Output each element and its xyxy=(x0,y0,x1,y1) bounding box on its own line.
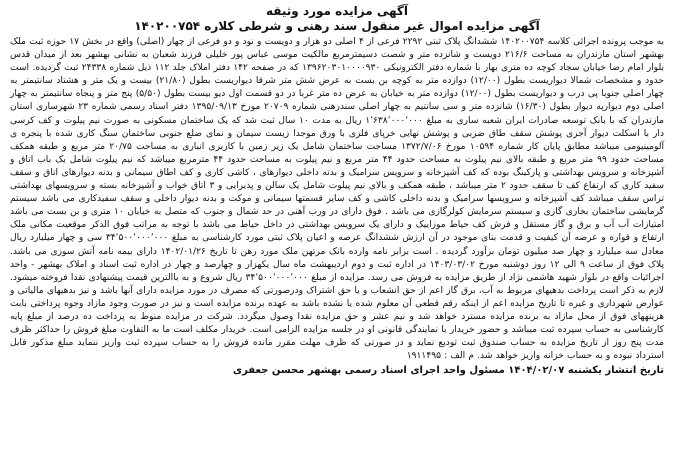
notice-footer xyxy=(10,364,664,378)
notice-subheading: آگهی مزایده اموال غیر منقول سند رهنی و شرطی کلاره ۱۴۰۲۰۰۷۵۴ xyxy=(134,19,540,33)
publication-date-and-signatory: تاریخ انتشار یکشنبه ۱۴۰۴/۰۲/۰۷ مسئول واحد اجرای اسناد رسمی بهشهر محسن جعفری xyxy=(232,365,664,377)
notice-heading: آگهی مزایده مورد وثیقه xyxy=(265,4,408,18)
notice-body: به موجب پرونده اجرائی کلاسه ۱۴۰۲۰۰۷۵۴ ششدانگ پلاک ثبتی ۲۲۹۲ فرعی از ۴ اصلی دو هزار و دویست و نود و دو فرعی از چهار (اصلی) واقع در بخش ۱۷ حوزه ثبت ملک بهشهر استان مازندران به مساحت ۲۱۶/۶ دویست و شانزده متر و شصت دسیمترمربع مالکیت موسی عباس پور خلیلی فرزند شعبان به نشانی بهشهر بعد از میدان قدس بلوار امام رضا خیابان سجاد کوچه ده متری بهار با شماره دفتر الکترونیکی ۱۳۹۶۲۰۳۰۱۰۰۰۰۹۳۰ که در صفحه ۱۴۲ دفتر املاک جلد ۱۱۲ ذیل شماره ۲۴۳۳۸ ثبت گردیده. است حدود و مشخصات شمالا دیواریست بطول (۱۲/۰۰) دوازده متر به کوچه بن بست به عرض شش متر شرقا دیواریست بطول (۲۱/۸۰) بیست و یک متر و هشتاد سانتیمتر به چهار اصلی جنوبا پی درب و دیواریست بطول (۱۲/۰۰) دوازده متر به خیابان به عرض ده متر غربا در دو قسمت اول دیو بیست بطول (۵/۵۰) پنج متر و پنجاه سانتیمتر به چهار اصلی دوم دیوارپه دیوار بطول (۱۶/۳۰) شانزده متر و سی سانتیم به چهار اصلی سندرهنی شماره ۲۰۷۰۹ مورخ ۱۳۹۵/۰۹/۱۳ دفتر اسناد رسمی شماره ۲۳ شهرساری استان مازندران که با بانک توسعه صادرات ایران شعبه ساری به مبلغ ۱٬۶۳۸٬۰۰۰٬۰۰۰ ریال به مدت ۱۰ سال ثبت شد که یک ساختمان مسکونی به صورت نیم پیلوت و کف کرسی دار با اسکلت دیوار آجری پوشش سقف طاق ضربی و پوشش نهایی خرپای فلزی با ورق موجدا زیست سیمان و نمای ضلع جنوبی ساختمان سنگ کاری شده با پنجره ی آلومینیومی میباشد مطابق پایان کار شماره ۱۰۵۹۴ مورخ ۱۳۷۲/۷/۰۶ مساحت ساختمان شامل یک زیر زمین با کاربری انباری به مساحت ۲۰/۷۵ متر مربع و طبقه همکف مساحت حدود ۹۹ متر مربع و طبقه بالای نیم پیلوت به مساحت حدود ۴۴ متر مربع و نیم پیلوت به مساحت حدود ۴۴ مترمربع میباشد که نیم پیلوت شامل یک باب اتاق و آشپزخانه و سرویس بهداشتی و پارکینگ بوده که کف آشپزخانه و سرویس سرامیک و بدنه داخلی دیوارهای ، کاشی کاری و کف اطاق سیمانی و بدنه دیوارهای اتاق و سقف سفید کاری که ارتفاع کف تا سقف حدود ۲ متر میباشد ، طبقه همکف و بالای نیم پیلوت شامل یک سالن و پذیرایی و ۳ اتاق خواب و آشپزخانه بسته و سرویسهای بهداشتی تراس سقف میباشد کف آشپزخانه و سرویسها سرامیک و بدنه داخلی کاشی و کف سایر قسمتها سیمانی و موکت و بدنه دیوار داخلی و سقف سفیدکاری می باشد سیستم گرمایشی ساختمان بخاری گازی و سیستم سرمایش کولرگازی می باشد . فوق دارای در ورب آهنی در حد شمال و جنوب که متصل به خیابان ۱۰ متری و بن بست می باشد امتیازات آب آب و برق و گاز مستقل و فرش کف حیاط موزاییک و دارای یک سرویس بهداشتی در داخل حیاط می باشد با توجه به مراتب فوق الذکر موقعیت مکانی ملک ارتفاع و قواره و عرصه آن کیفیت و قدمت بنای موجود در آن ارزش ششدانگ عرصه و اعیان پلاک ثبتی مورد کارشناسی به مبلغ ۳۴٬۵۰۰٬۰۰۰٬۰۰۰ سی و چهار میلیارد ریال معادل سه میلیارد و چهار صد میلیون تومان برآورد گردیده . است برابر نامه وارده بانک مرتهن ملک مورد رهن تا تاریخ ۱۴۰۲/۰۱/۲۶ دارای بیمه نامه آتش سوزی می باشد. پلاک فوق از ساعت ۹ الی ۱۲ روز دوشنبه مورخ ۱۴۰۳/۰۳/۰۲ در اداره ثبت و دوم اردیبهشت ماه سال یکهزار و چهارصد و چهار در اداره ثبت اسناد و املاک بهشهر - واحد اجرائیات واقع در بلوار شهید هاشمی نژاد از طریق مزایده به فروش می رسد. مزایده از مبلغ ۳۴٬۵۰۰٬۰۰۰٬۰۰۰ ریال شروع و به باالترین قیمت پیشنهادی نقدا فروخته میشود. لازم به ذکر است پرداخت بدهیهای مربوط به آب، برق گاز اعم از حق انشعاب و یا حق اشتراک ودرصورتی که مصرف در مورد مزایده دارای آنها باشد و نیز بدهیهای مالیاتی و عوارض شهرداری و غیره تا تاریخ مزایده اعم از اینکه رقم قطعی آن معلوم شده یا نشده باشد به عهده برنده مزایده است و نیز در صورت وجود مازاد وجوه پرداختی بابت هزینههای فوق از محل مازاد به برنده مزایده مسترد خواهد شد و نیم عشر و حق مزایده نقدا وصول میگردد. شرکت در مزایده منوط به پرداخت ده درصد از مبلغ پایه کارشناسی به حساب سپرده ثبت میباشد و حضور خریدار با نمایندگی قانونی او در جلسه مزایده الزامی است. خریدار مکلف است ما به التفاوت مبلغ فروش را حداکثر ظرف مدت پنج روز از تاریخ مزایده به حساب صندوق ثبت تودیع نماید و در صورتی که ظرف مهلت مقرر مانده فروش را به حساب سپرده ثبت واریز ننماید مبلغ مذکور قابل استرداد نبوده و به حساب خزانه واریز خواهد شد. م الف : ۱۹۱۱۴۹۵ xyxy=(10,37,665,362)
